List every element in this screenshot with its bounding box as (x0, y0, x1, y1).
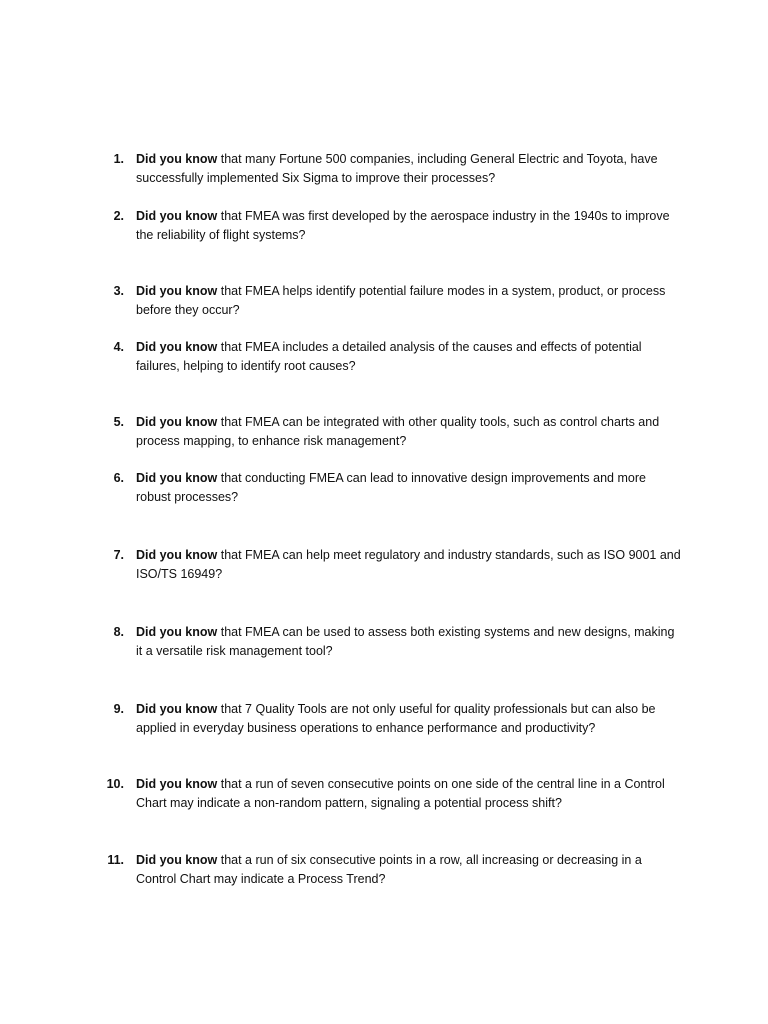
fact-text: that a run of six consecutive points in a row, all increasing or decreasing in a Control Chart may indicate a Process Trend? (136, 853, 642, 886)
fact-lead: Did you know (136, 853, 218, 867)
fact-number: 11. (107, 853, 124, 867)
fact-lead: Did you know (136, 284, 218, 298)
fact-text: that FMEA includes a detailed analysis of the causes and effects of potential failures, helping to identify root causes? (136, 340, 642, 373)
fact-number: 5. (113, 415, 124, 429)
fact-number: 6. (113, 471, 124, 485)
fact-body (136, 282, 684, 320)
fact-lead: Did you know (136, 471, 218, 485)
fact-body (136, 413, 684, 451)
fact-body (136, 150, 684, 188)
fact-text: that FMEA can be used to assess both existing systems and new designs, making it a versatile risk management tool? (136, 625, 675, 658)
fact-number: 3. (113, 284, 124, 298)
fact-body (136, 469, 684, 507)
fact-number: 2. (113, 209, 124, 223)
fact-lead: Did you know (136, 340, 218, 354)
fact-number: 8. (113, 625, 124, 639)
fact-number: 9. (113, 702, 124, 716)
fact-body (136, 700, 684, 738)
fact-body (136, 775, 684, 813)
fact-body (136, 338, 684, 376)
fact-text: that FMEA helps identify potential failure modes in a system, product, or process before they occur? (136, 284, 666, 317)
fact-text: that conducting FMEA can lead to innovative design improvements and more robust processes? (136, 471, 646, 504)
fact-lead: Did you know (136, 209, 218, 223)
fact-body (136, 207, 684, 245)
fact-lead: Did you know (136, 548, 218, 562)
fact-body (136, 851, 684, 889)
fact-body (136, 546, 684, 584)
fact-text: that a run of seven consecutive points on one side of the central line in a Control Chart may indicate a non-random pattern, signaling a potential process shift? (136, 777, 665, 810)
fact-text: that FMEA can be integrated with other quality tools, such as control charts and process mapping, to enhance risk management? (136, 415, 660, 448)
fact-lead: Did you know (136, 777, 218, 791)
fact-lead: Did you know (136, 625, 218, 639)
fact-text: that 7 Quality Tools are not only useful for quality professionals but can also be applied in everyday business operations to enhance performance and productivity? (136, 702, 656, 735)
fact-number: 10. (106, 777, 124, 791)
fact-text: that FMEA can help meet regulatory and industry standards, such as ISO 9001 and ISO/TS 16949? (136, 548, 681, 581)
fact-number: 1. (113, 152, 124, 166)
fact-body (136, 623, 684, 661)
fact-text: that many Fortune 500 companies, including General Electric and Toyota, have successfully implemented Six Sigma to improve their processes? (136, 152, 658, 185)
fact-text: that FMEA was first developed by the aerospace industry in the 1940s to improve the reliability of flight systems? (136, 209, 670, 242)
fact-lead: Did you know (136, 702, 218, 716)
fact-number: 4. (113, 340, 124, 354)
fact-lead: Did you know (136, 415, 218, 429)
fact-number: 7. (113, 548, 124, 562)
fact-lead: Did you know (136, 152, 218, 166)
